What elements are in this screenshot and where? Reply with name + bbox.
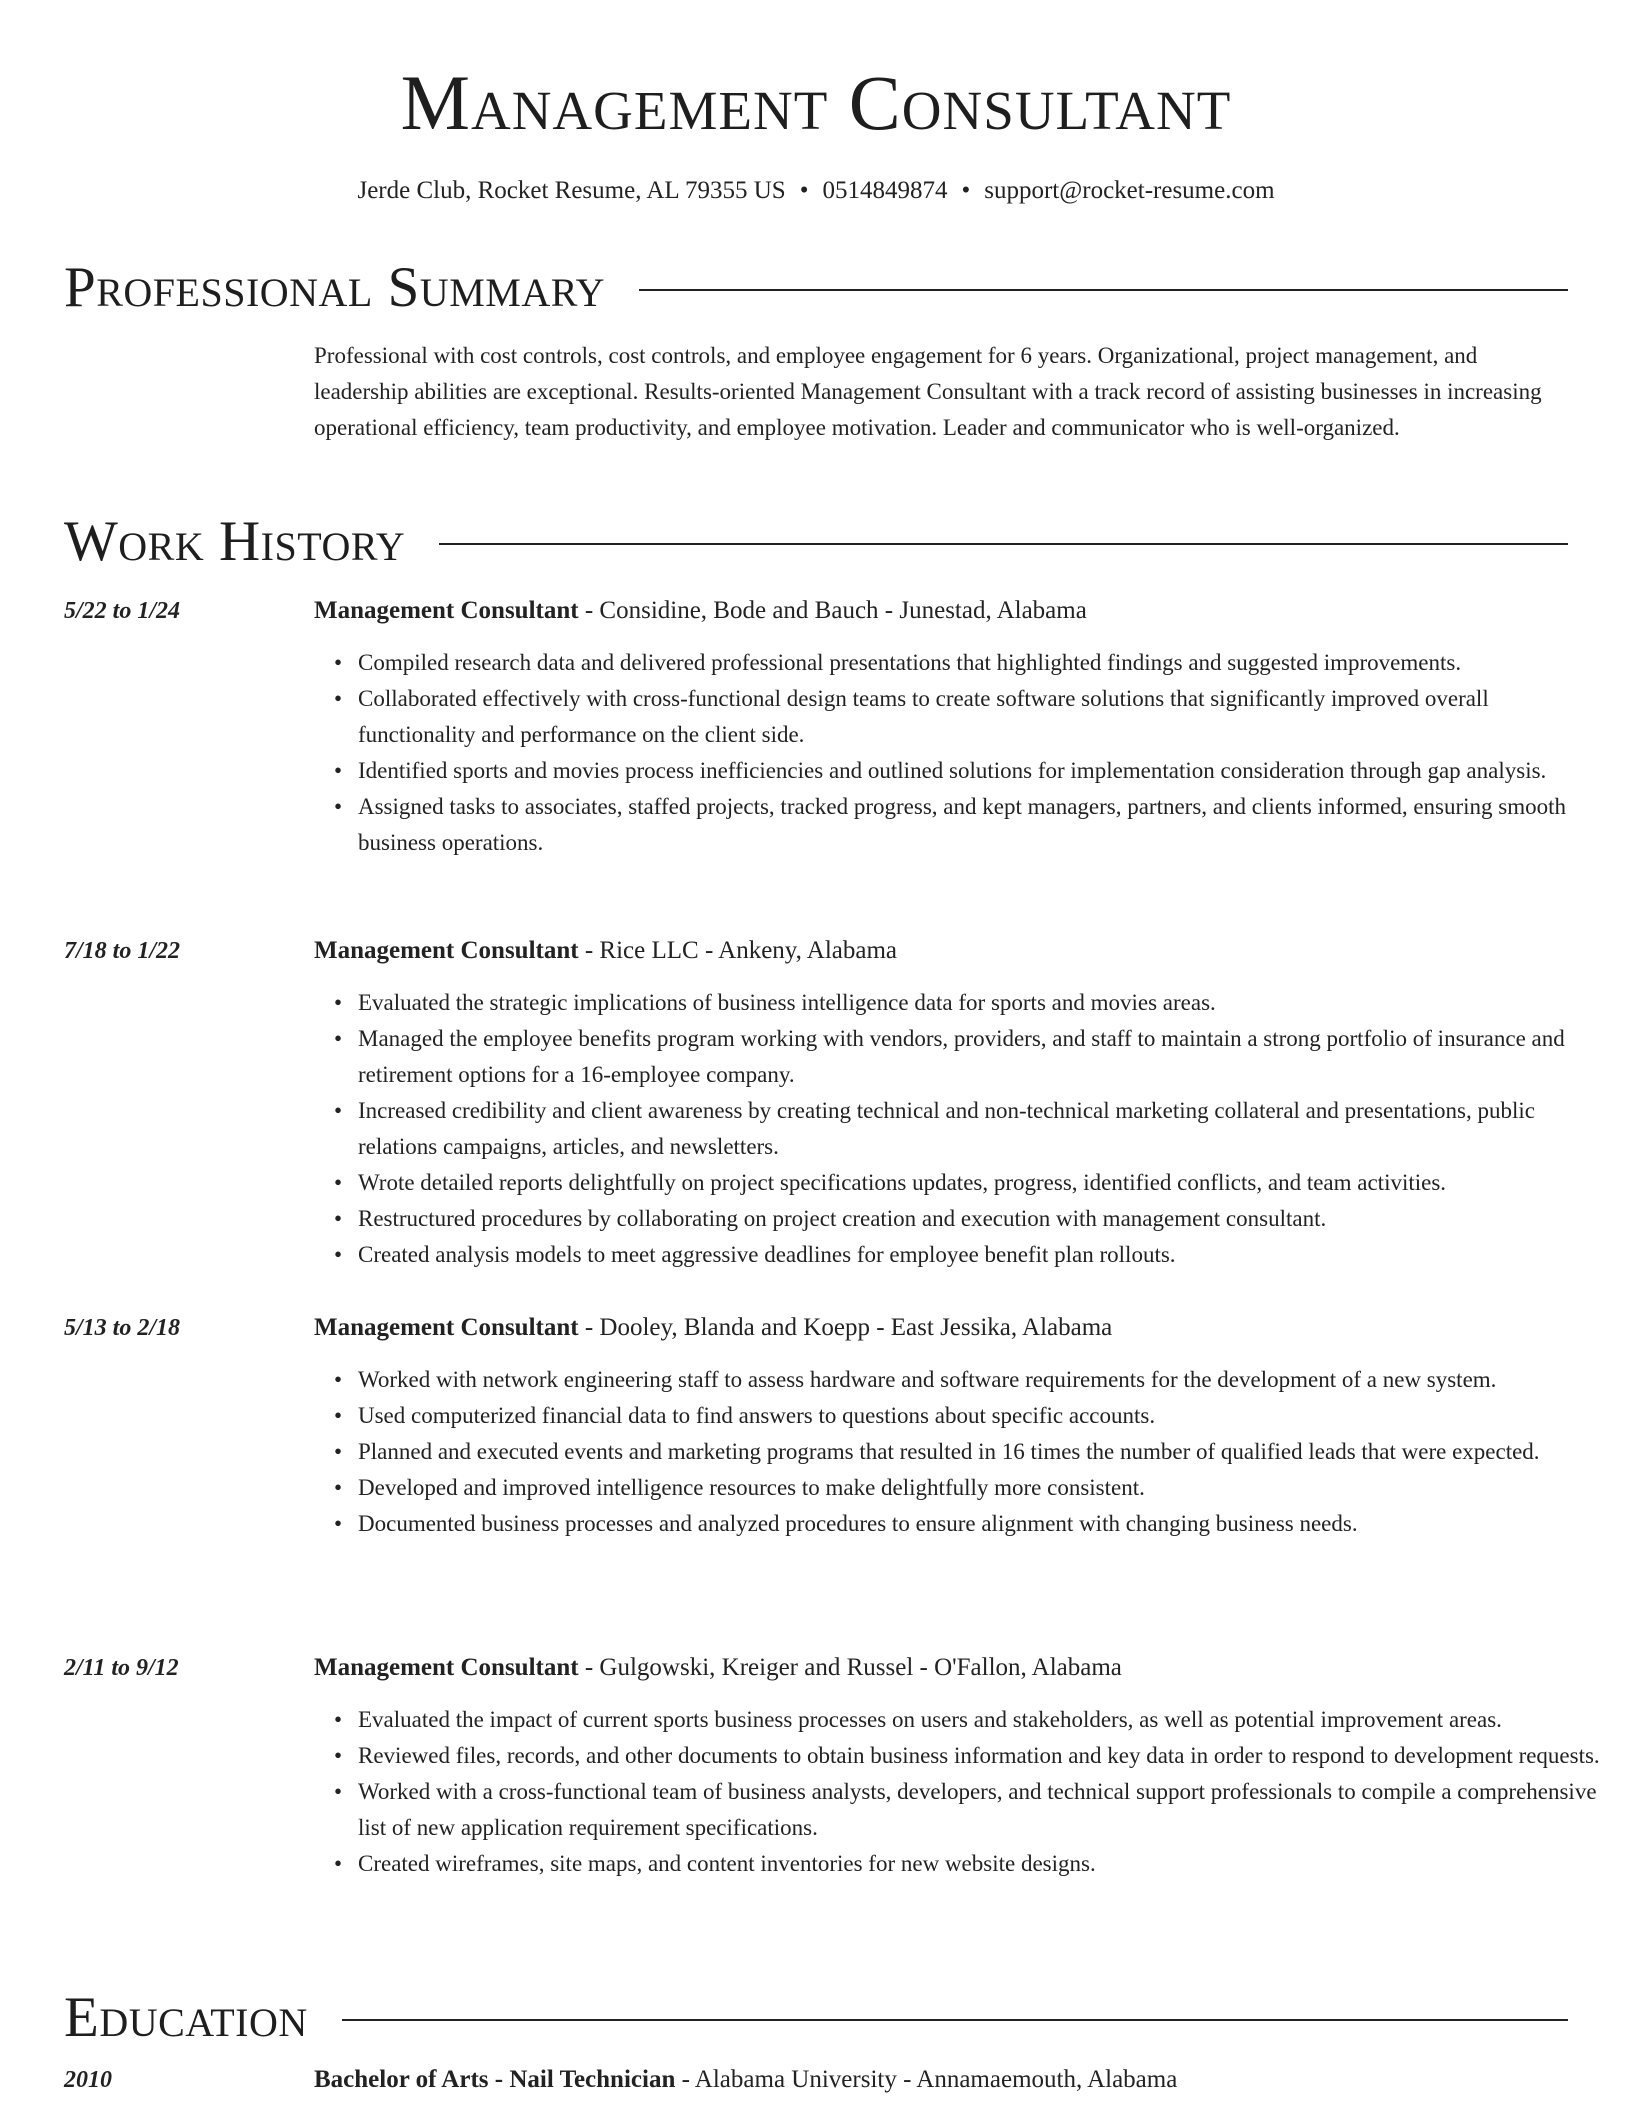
- education-year: 2010: [64, 2067, 112, 2093]
- job-bullet-text: Created wireframes, site maps, and content inventories for new website designs.: [358, 1851, 1096, 1876]
- bullet-marker: •: [334, 1743, 343, 1768]
- bullet-marker: •: [334, 650, 343, 675]
- job-bullet-text: Worked with network engineering staff to assess hardware and software requirements for the development of a new system.: [358, 1367, 1497, 1392]
- job-bullet-text: Used computerized financial data to find answers to questions about specific accounts.: [358, 1403, 1156, 1428]
- bullet-marker: •: [334, 758, 343, 783]
- section-title-summary: Professional Summary: [64, 256, 606, 319]
- bullet-marker: •: [334, 1242, 343, 1267]
- contact-address: Jerde Club, Rocket Resume, AL 79355 US: [357, 177, 786, 204]
- job-bullet-text: Reviewed files, records, and other documents to obtain business information and key data in order to respond to development requests.: [358, 1743, 1600, 1768]
- section-title-education: Education: [64, 1986, 308, 2049]
- job-dates: 5/13 to 2/18: [64, 1315, 181, 1341]
- job-role: Management Consultant: [314, 597, 579, 624]
- job-bullet-text: Developed and improved intelligence resources to make delightfully more consistent.: [358, 1475, 1145, 1500]
- job-dates: 5/22 to 1/24: [64, 598, 181, 624]
- contact-separator: •: [799, 177, 809, 204]
- job-bullet-text: Worked with a cross-functional team of business analysts, developers, and technical support professionals to compile a comprehensive list of new application requirement specifications.: [358, 1779, 1597, 1840]
- section-divider: [639, 289, 1568, 291]
- job-bullet-item: [334, 1434, 1608, 1470]
- bullet-marker: •: [334, 1026, 343, 1051]
- job-bullet-item: [334, 1738, 1608, 1774]
- job-title-line: [314, 593, 1087, 629]
- bullet-marker: •: [334, 1206, 343, 1231]
- job-bullet-text: Planned and executed events and marketing programs that resulted in 16 times the number of qualified leads that were expected.: [358, 1439, 1540, 1464]
- job-bullet-text: Evaluated the strategic implications of business intelligence data for sports and movies areas.: [358, 990, 1216, 1015]
- contact-separator: •: [961, 177, 971, 204]
- job-role: Management Consultant: [314, 1314, 579, 1341]
- summary-text: Professional with cost controls, cost controls, and employee engagement for 6 years. Organizational, project management, and leadership abilities are exceptional. Results-oriented Management Consultant with a track record of assisting businesses in increasing operational efficiency, team productivity, and employee motivation. Leader and communicator who is well-organized.: [314, 343, 1542, 440]
- resume-name-heading: Management Consultant: [400, 59, 1232, 146]
- job-bullet-item: [334, 1846, 1608, 1882]
- job-bullet-item: [334, 681, 1608, 753]
- education-degree: Bachelor of Arts - Nail Technician: [314, 2066, 676, 2093]
- bullet-marker: •: [334, 794, 343, 819]
- job-bullet-item: [334, 645, 1608, 681]
- job-title-line: [314, 933, 897, 969]
- job-bullet-item: [334, 1470, 1608, 1506]
- job-bullet-text: Collaborated effectively with cross-functional design teams to create software solutions that significantly improved overall functionality and performance on the client side.: [358, 686, 1489, 747]
- bullet-marker: •: [334, 1779, 343, 1804]
- job-bullet-item: [334, 1398, 1608, 1434]
- education-school-location: - Alabama University - Annamaemouth, Alabama: [675, 2066, 1178, 2093]
- section-header-education: [64, 1983, 1568, 2053]
- job-bullet-item: [334, 1093, 1608, 1165]
- job-bullet-text: Documented business processes and analyzed procedures to ensure alignment with changing business needs.: [358, 1511, 1358, 1536]
- section-title-work: Work History: [64, 510, 406, 573]
- job-bullet-text: Compiled research data and delivered professional presentations that highlighted findings and suggested improvements.: [358, 650, 1462, 675]
- job-bullet-list: [334, 1702, 1608, 1882]
- job-bullet-text: Assigned tasks to associates, staffed projects, tracked progress, and kept managers, partners, and clients informed, ensuring smooth business operations.: [358, 794, 1567, 855]
- job-bullet-text: Increased credibility and client awareness by creating technical and non-technical marketing collateral and presentations, public relations campaigns, articles, and newsletters.: [358, 1098, 1535, 1159]
- bullet-marker: •: [334, 1707, 343, 1732]
- bullet-marker: •: [334, 1851, 343, 1876]
- bullet-marker: •: [334, 686, 343, 711]
- job-bullet-item: [334, 1702, 1608, 1738]
- job-bullet-list: [334, 1362, 1608, 1542]
- contact-email[interactable]: support@rocket-resume.com: [984, 177, 1275, 204]
- job-employer-location: - Rice LLC - Ankeny, Alabama: [578, 937, 898, 964]
- job-bullet-item: [334, 985, 1608, 1021]
- job-bullet-item: [334, 753, 1608, 789]
- education-title-line: [314, 2062, 1177, 2098]
- section-divider: [342, 2019, 1568, 2021]
- job-bullet-list: [334, 985, 1608, 1273]
- contact-line: [0, 176, 1632, 206]
- job-bullet-text: Restructured procedures by collaborating on project creation and execution with management consultant.: [358, 1206, 1327, 1231]
- section-header-summary: [64, 253, 1568, 323]
- job-bullet-text: Wrote detailed reports delightfully on project specifications updates, progress, identified conflicts, and team activities.: [358, 1170, 1447, 1195]
- job-bullet-item: [334, 1237, 1608, 1273]
- job-dates: 7/18 to 1/22: [64, 938, 181, 964]
- job-bullet-list: [334, 645, 1608, 861]
- job-role: Management Consultant: [314, 937, 579, 964]
- job-title-line: [314, 1650, 1122, 1686]
- job-bullet-text: Created analysis models to meet aggressive deadlines for employee benefit plan rollouts.: [358, 1242, 1176, 1267]
- bullet-marker: •: [334, 1098, 343, 1123]
- bullet-marker: •: [334, 1511, 343, 1536]
- job-dates: 2/11 to 9/12: [64, 1655, 179, 1681]
- job-bullet-item: [334, 789, 1608, 861]
- job-bullet-item: [334, 1362, 1608, 1398]
- job-bullet-item: [334, 1165, 1608, 1201]
- bullet-marker: •: [334, 990, 343, 1015]
- job-bullet-item: [334, 1506, 1608, 1542]
- job-bullet-item: [334, 1774, 1608, 1846]
- bullet-marker: •: [334, 1439, 343, 1464]
- job-bullet-text: Identified sports and movies process inefficiencies and outlined solutions for implementation consideration through gap analysis.: [358, 758, 1547, 783]
- bullet-marker: •: [334, 1403, 343, 1428]
- job-employer-location: - Considine, Bode and Bauch - Junestad, Alabama: [578, 597, 1087, 624]
- contact-phone: 0514849874: [822, 177, 948, 204]
- bullet-marker: •: [334, 1170, 343, 1195]
- bullet-marker: •: [334, 1367, 343, 1392]
- job-bullet-text: Managed the employee benefits program working with vendors, providers, and staff to maintain a strong portfolio of insurance and retirement options for a 16-employee company.: [358, 1026, 1565, 1087]
- job-bullet-item: [334, 1201, 1608, 1237]
- bullet-marker: •: [334, 1475, 343, 1500]
- job-bullet-item: [334, 1021, 1608, 1093]
- job-title-line: [314, 1310, 1112, 1346]
- job-employer-location: - Gulgowski, Kreiger and Russel - O'Fallon, Alabama: [578, 1654, 1122, 1681]
- section-divider: [439, 543, 1568, 545]
- job-bullet-text: Evaluated the impact of current sports business processes on users and stakeholders, as well as potential improvement areas.: [358, 1707, 1502, 1732]
- section-header-work: [64, 507, 1568, 577]
- job-role: Management Consultant: [314, 1654, 579, 1681]
- job-employer-location: - Dooley, Blanda and Koepp - East Jessika, Alabama: [578, 1314, 1113, 1341]
